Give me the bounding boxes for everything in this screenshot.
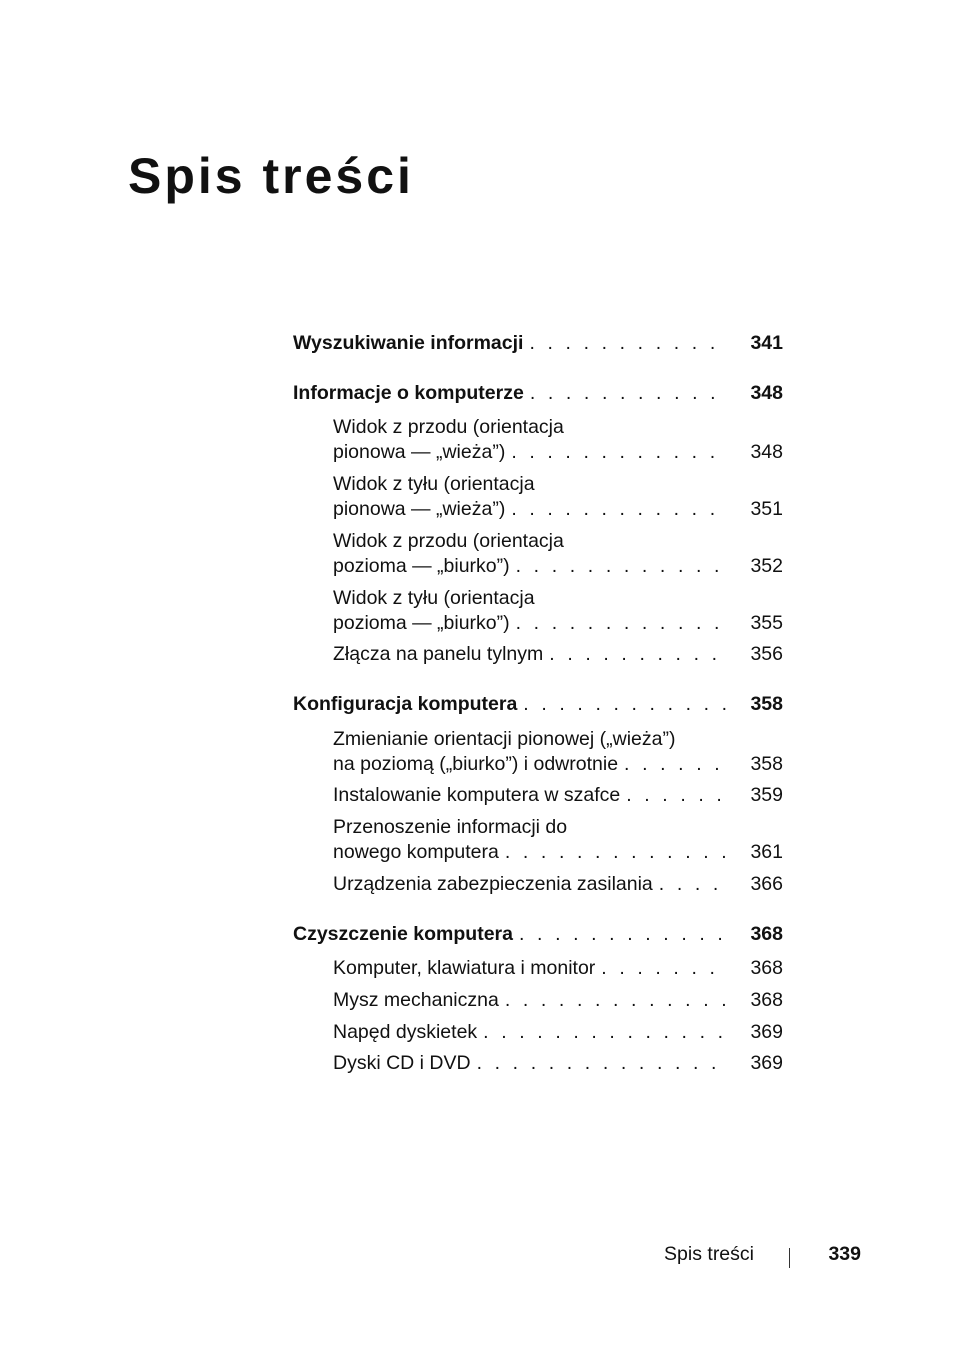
toc-subentry-page: 348 <box>750 441 783 463</box>
toc-subentry-page: 366 <box>750 873 783 895</box>
dot-leader <box>618 752 727 777</box>
toc-subentry-page: 356 <box>750 643 783 665</box>
toc-entry[interactable] <box>293 922 783 947</box>
toc-subentry-title: Urządzenia zabezpieczenia zasilania <box>333 873 653 895</box>
dot-leader <box>505 497 727 522</box>
toc-subentry-title: Mysz mechaniczna <box>333 989 499 1011</box>
toc-subentry-title: pozioma — „biurko”) <box>333 555 510 577</box>
dot-leader <box>517 692 727 717</box>
dot-leader <box>471 1051 727 1076</box>
dot-leader <box>523 331 727 356</box>
toc-subentry-page: 369 <box>750 1052 783 1074</box>
toc-subentry-page: 351 <box>750 498 783 520</box>
dot-leader <box>505 440 727 465</box>
toc-subentry-page: 358 <box>750 753 783 775</box>
toc-subentry-page: 368 <box>750 989 783 1011</box>
toc-subentry-page: 355 <box>750 612 783 634</box>
toc-subentry[interactable] <box>333 988 783 1013</box>
toc-entry-page: 348 <box>750 382 783 404</box>
toc-subentry-page: 361 <box>750 841 783 863</box>
toc-subentry-page: 352 <box>750 555 783 577</box>
toc-entry-title: Czyszczenie komputera <box>293 923 513 945</box>
footer-section-label: Spis treści <box>664 1243 754 1265</box>
toc-entry-page: 358 <box>750 693 783 715</box>
toc-subentry-title-line1: Widok z przodu (orientacja <box>333 416 564 438</box>
dot-leader <box>620 783 727 808</box>
toc-subentry-title: nowego komputera <box>333 841 499 863</box>
dot-leader <box>499 988 727 1013</box>
toc-subentry-title-line1: Widok z tyłu (orientacja <box>333 473 535 495</box>
toc-entry-title: Informacje o komputerze <box>293 382 524 404</box>
toc-entry[interactable] <box>293 692 783 717</box>
toc-subentry[interactable] <box>333 642 783 667</box>
toc-entry[interactable] <box>293 331 783 356</box>
toc-subentry[interactable] <box>333 783 783 808</box>
toc-subentry-title: pozioma — „biurko”) <box>333 612 510 634</box>
toc-subentry-page: 369 <box>750 1021 783 1043</box>
toc-subentry-title: Dyski CD i DVD <box>333 1052 471 1074</box>
toc-subentry-page: 368 <box>750 957 783 979</box>
toc-entry-page: 341 <box>750 332 783 354</box>
page-footer <box>0 1243 954 1269</box>
toc-subentry-title: na poziomą („biurko”) i odwrotnie <box>333 753 619 775</box>
toc-subentry-title: Instalowanie komputera w szafce <box>333 784 621 806</box>
dot-leader <box>595 956 727 981</box>
toc-subentry-page: 359 <box>750 784 783 806</box>
dot-leader <box>653 872 727 897</box>
toc-subentry[interactable] <box>333 586 783 636</box>
dot-leader <box>477 1020 727 1045</box>
toc-subentry-title: pionowa — „wieża”) <box>333 441 506 463</box>
toc-subentry-title: Napęd dyskietek <box>333 1021 478 1043</box>
toc-entry-title: Wyszukiwanie informacji <box>293 332 524 354</box>
toc-subentry-title-line1: Widok z tyłu (orientacja <box>333 587 535 609</box>
footer-page-number: 339 <box>828 1243 861 1265</box>
toc-subentry-title-line1: Zmienianie orientacji pionowej („wieża”) <box>333 728 676 750</box>
toc-subentry[interactable] <box>333 815 783 865</box>
dot-leader <box>524 381 727 406</box>
toc-subentry[interactable] <box>333 872 783 897</box>
toc-subentry-title-line1: Przenoszenie informacji do <box>333 816 568 838</box>
dot-leader <box>513 922 727 947</box>
toc-subentry[interactable] <box>333 1051 783 1076</box>
toc-subentry[interactable] <box>333 956 783 981</box>
toc-subentry-title: pionowa — „wieża”) <box>333 498 506 520</box>
dot-leader <box>510 611 727 636</box>
toc-entry-title: Konfiguracja komputera <box>293 693 518 715</box>
toc-subentry-title: Komputer, klawiatura i monitor <box>333 957 596 979</box>
toc-subentry-title: Złącza na panelu tylnym <box>333 643 544 665</box>
toc-subentry-title-line1: Widok z przodu (orientacja <box>333 530 564 552</box>
dot-leader <box>543 642 727 667</box>
toc-subentry[interactable] <box>333 415 783 465</box>
toc-subentry[interactable] <box>333 727 783 777</box>
toc-entry-page: 368 <box>750 923 783 945</box>
toc-subentry[interactable] <box>333 529 783 579</box>
toc-subentry[interactable] <box>333 1020 783 1045</box>
toc-subentry[interactable] <box>333 472 783 522</box>
footer-divider <box>789 1248 790 1268</box>
page-title: Spis treści <box>128 148 414 204</box>
dot-leader <box>510 554 727 579</box>
toc-entry[interactable] <box>293 381 783 406</box>
dot-leader <box>499 840 727 865</box>
